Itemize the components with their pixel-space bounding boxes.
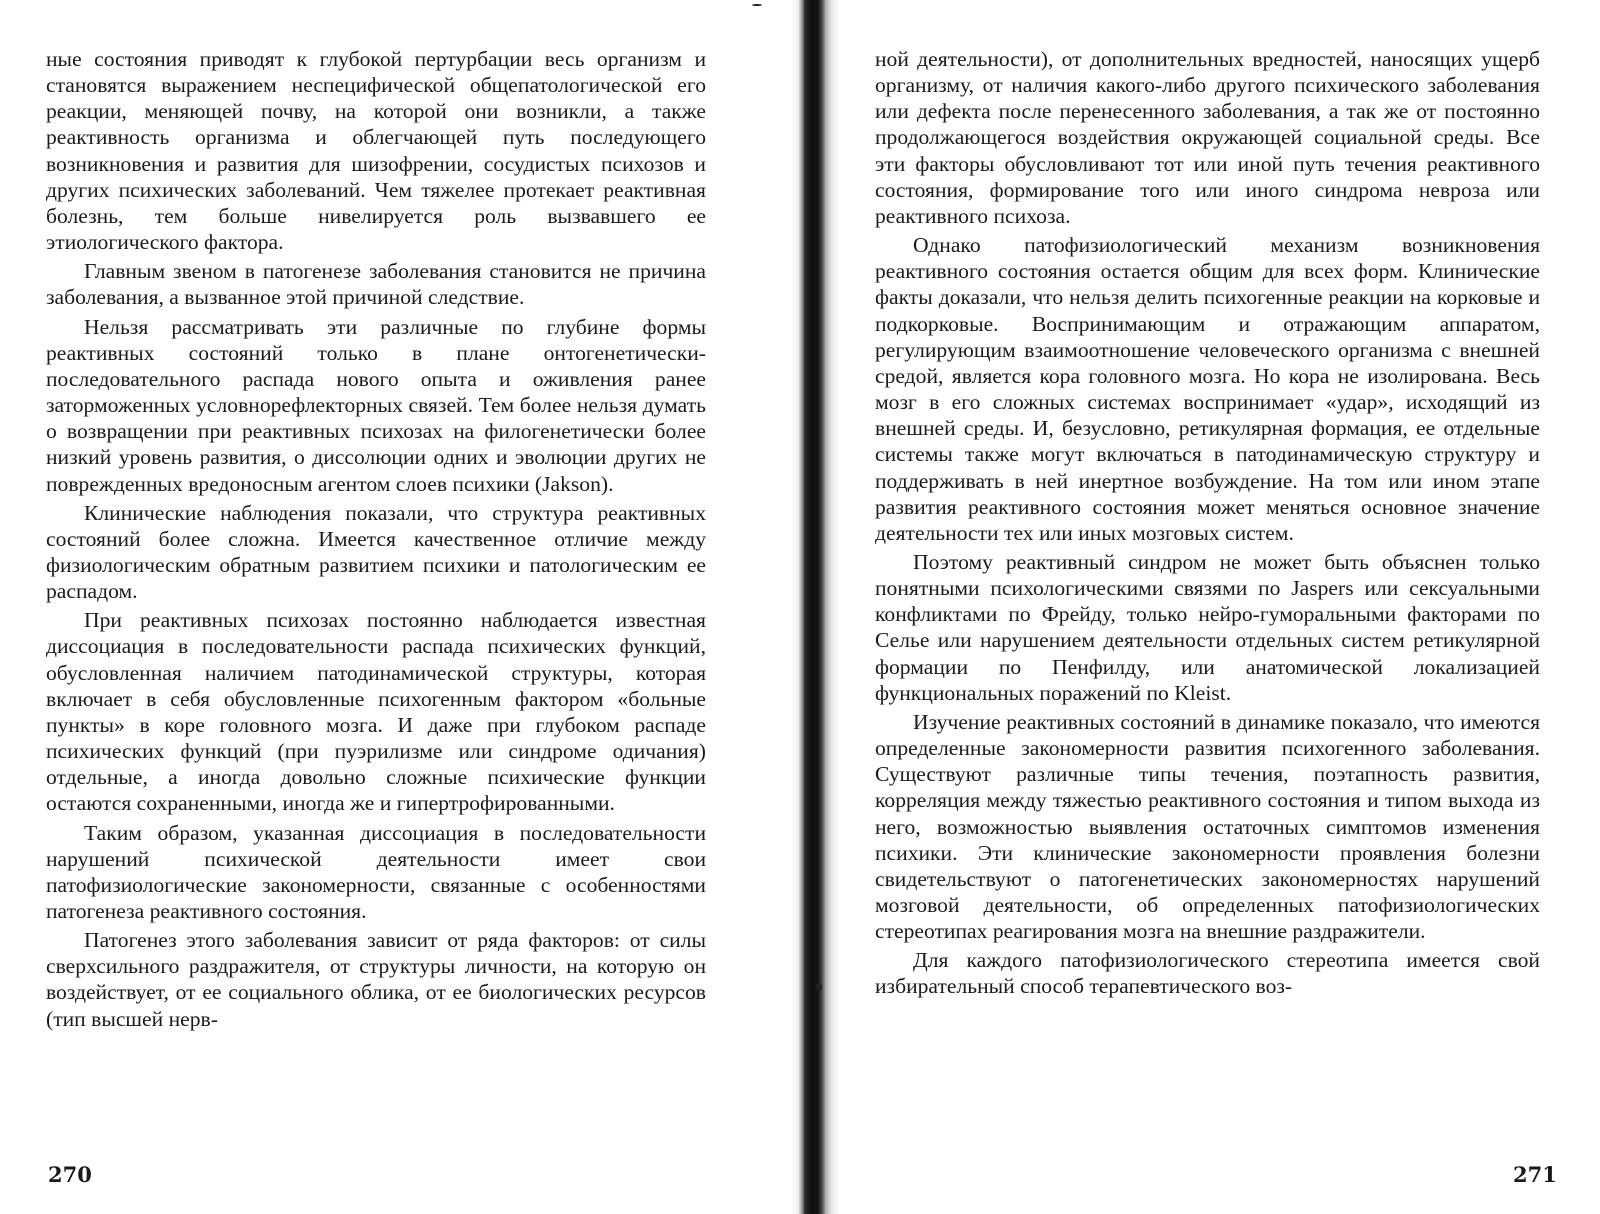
paragraph: Для каждого патофизиологического стереотипа имеется свой избирательный способ терапевтического воз- [875,948,1540,999]
left-page [0,0,790,1214]
paragraph: Однако патофизиологический механизм возникновения реактивного состояния остается общим для всех форм. Клинические факты доказали, что нельзя делить психогенные реакции на корковые и подкорковые. Воспринимающим и отражающим аппаратом, регулирующим взаимоотношение человеческого организма с внешней средой, является кора головного мозга. Но кора не изолирована. Весь мозг в его сложных системах воспринимает «удар», исходящий из внешней среды. И, безусловно, ретикулярная формация, ее отдельные системы также могут включаться в патодинамическую структуру и поддерживать в ней инертное возбуждение. На том или ином этапе развития реактивного состояния может меняться основное значение деятельности тех или иных мозговых систем. [875,233,1540,545]
paragraph: При реактивных психозах постоянно наблюдается известная диссоциация в последовательности распада психических функций, обусловленная наличием патодинамической структуры, которая включает в себя обусловленные психогенным фактором «больные пункты» в коре головного мозга. И даже при глубоком распаде психических функций (при пуэрилизме или синдроме одичания) отдельные, а иногда довольно сложные психические функции остаются сохраненными, иногда же и гипертрофированными. [46,608,706,816]
page-number: 271 [1513,1162,1557,1187]
right-page [840,0,1600,1214]
book-binding-gutter [790,0,840,1214]
scan-speck [816,983,822,991]
right-page-text-column [875,46,1540,1000]
paragraph: Поэтому реактивный синдром не может быть объяснен только понятными психологическими связями по Jaspers или сексуальными конфликтами по Фрейду, только нейро-гуморальными факторами по Селье или нарушением деятельности отдельных систем ретикулярной формации по Пенфилду, или анатомической локализацией функциональных поражений по Kleist. [875,549,1540,705]
paragraph: Патогенез этого заболевания зависит от ряда факторов: от силы сверхсильного раздражителя, от структуры личности, на которую он воздействует, от ее социального облика, от ее биологических ресурсов (тип высшей нерв- [46,928,706,1031]
paragraph: Главным звеном в патогенезе заболевания становится не причина заболевания, а вызванное этой причиной следствие. [46,259,706,310]
scan-speck [752,4,762,6]
left-page-text-column [46,46,706,1032]
paragraph: ной деятельности), от дополнительных вредностей, наносящих ущерб организму, от наличия какого-либо другого психического заболевания или дефекта после перенесенного заболевания, а так же от постоянно продолжающегося воздействия окружающей социальной среды. Все эти факторы обусловливают тот или иной путь течения реактивного состояния, формирование того или иного синдрома невроза или реактивного психоза. [875,47,1540,228]
paragraph: ные состояния приводят к глубокой пертурбации весь организм и становятся выражением неспецифической общепатологической его реакции, меняющей почву, на которой они возникли, а также реактивность организма и облегчающей путь последующего возникновения и развития для шизофрении, сосудистых психозов и других психических заболеваний. Чем тяжелее протекает реактивная болезнь, тем больше нивелируется роль вызвавшего ее этиологического фактора. [46,47,706,255]
paragraph: Таким образом, указанная диссоциация в последовательности нарушений психической деятельности имеет свои патофизиологические закономерности, связанные с особенностями патогенеза реактивного состояния. [46,820,706,923]
paragraph: Клинические наблюдения показали, что структура реактивных состояний более сложна. Имеется качественное отличие между физиологическим обратным развитием психики и патологическим ее распадом. [46,500,706,604]
paragraph: Изучение реактивных состояний в динамике показало, что имеются определенные закономерности развития психогенного заболевания. Существуют различные типы течения, поэтапность развития, корреляция между тяжестью реактивного состояния и типом выхода из него, возможностью выявления остаточных симптомов изменения психики. Эти клинические закономерности проявления болезни свидетельствуют о патогенетических закономерностях нарушений мозговой деятельности, об определенных патофизиологических стереотипах реагирования мозга на внешние раздражители. [875,709,1540,944]
paragraph: Нельзя рассматривать эти различные по глубине формы реактивных состояний только в плане онтогенетически-последовательного распада нового опыта и оживления ранее заторможенных условнорефлекторных связей. Тем более нельзя думать о возвращении при реактивных психозах на филогенетически более низкий уровень развития, о диссолюции одних и эволюции других не поврежденных вредоносным агентом слоев психики (Jakson). [46,314,706,496]
page-number: 270 [48,1162,92,1187]
